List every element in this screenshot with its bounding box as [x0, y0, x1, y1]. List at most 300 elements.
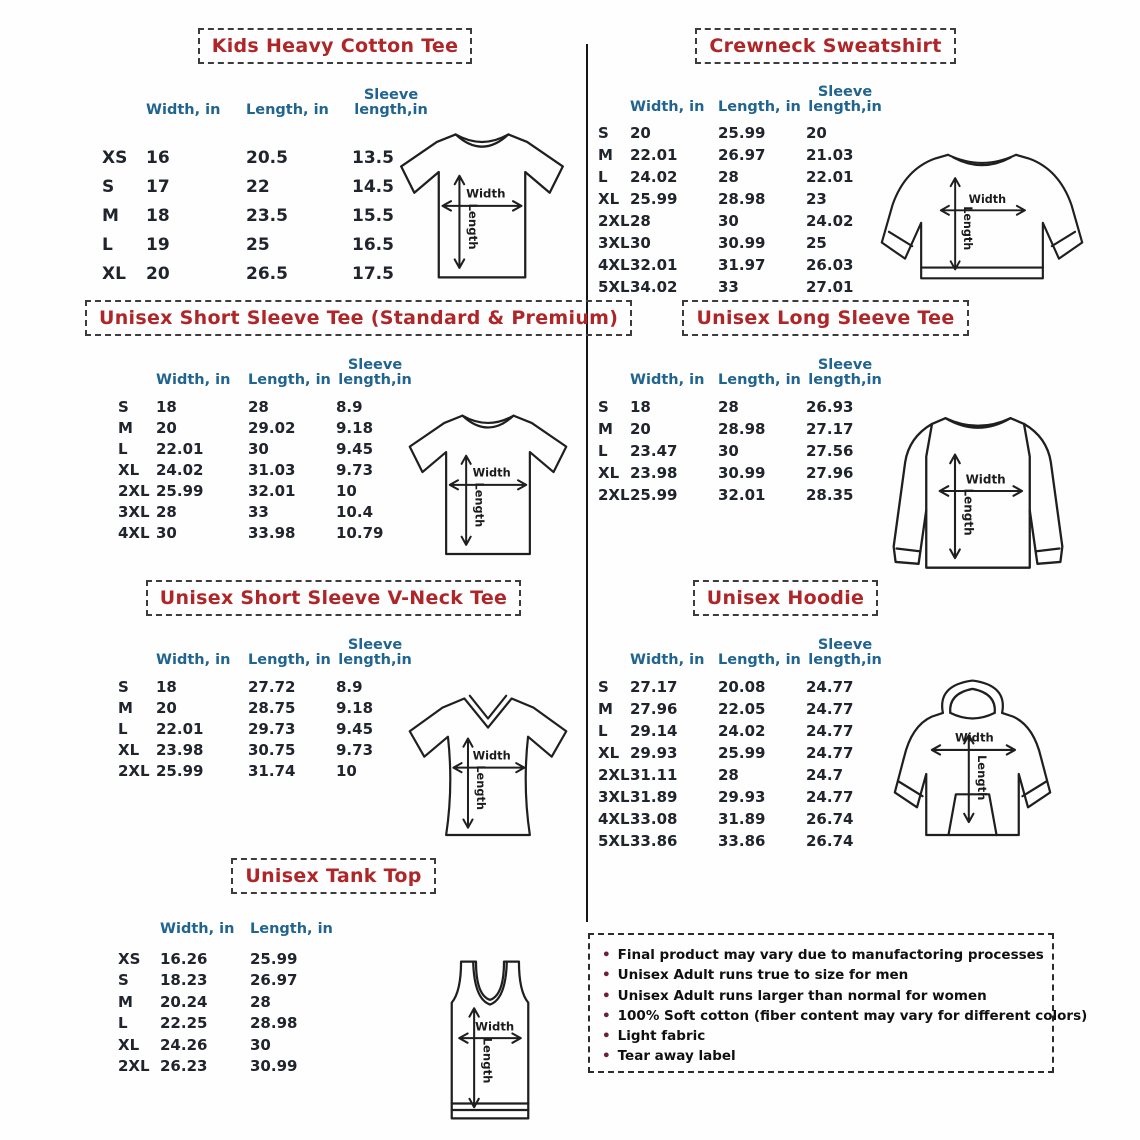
section-title-box — [693, 580, 878, 616]
column-header: Sleeve length,in — [354, 87, 428, 118]
size-value: 17.5 — [352, 263, 394, 284]
size-label: 2XL — [598, 486, 630, 504]
size-value: 23 — [806, 190, 827, 208]
column-header: Width, in — [156, 652, 231, 668]
table-row — [598, 742, 886, 764]
width-arrow — [940, 486, 1022, 496]
size-value: 20 — [630, 124, 651, 142]
bullet-icon: • — [602, 967, 611, 984]
size-table — [598, 632, 886, 852]
size-value: 28 — [630, 212, 651, 230]
size-value: 26.23 — [160, 1057, 208, 1076]
size-value: 24.77 — [806, 678, 854, 696]
sweatshirt-illustration — [857, 128, 1107, 298]
size-value: 29.14 — [630, 722, 678, 740]
size-label: S — [118, 971, 129, 990]
vneck-illustration — [397, 668, 579, 860]
table-row — [598, 440, 886, 462]
size-value: 28.98 — [718, 190, 766, 208]
section-title: Unisex Short Sleeve Tee (Standard & Premium) — [99, 307, 619, 329]
table-row — [118, 718, 420, 739]
size-value: 28.98 — [718, 420, 766, 438]
size-value: 30 — [718, 212, 739, 230]
table-header-row — [598, 352, 886, 388]
table-header-row — [118, 352, 420, 388]
size-value: 24.02 — [156, 460, 204, 479]
table-row — [102, 259, 436, 288]
length-arrow-label: Length — [961, 488, 976, 536]
size-value: 8.9 — [336, 397, 363, 416]
size-value: 30 — [630, 234, 651, 252]
section-title-box — [146, 580, 521, 616]
size-value: 29.93 — [630, 744, 678, 762]
size-value: 22.01 — [630, 146, 678, 164]
size-label: M — [118, 698, 133, 717]
size-value: 15.5 — [352, 205, 394, 226]
size-value: 24.02 — [630, 168, 678, 186]
table-row — [598, 764, 886, 786]
size-value: 25.99 — [718, 744, 766, 762]
column-header: Length, in — [250, 921, 333, 937]
length-arrow — [951, 178, 960, 269]
size-label: M — [598, 420, 613, 438]
size-value: 31.11 — [630, 766, 678, 784]
size-value: 31.89 — [718, 810, 766, 828]
size-value: 26.5 — [246, 263, 288, 284]
table-row — [118, 1056, 338, 1078]
length-arrow-label: Length — [961, 206, 975, 251]
size-value: 28.75 — [248, 698, 296, 717]
width-arrow — [932, 745, 1015, 754]
size-value: 9.45 — [336, 439, 374, 458]
size-value: 28 — [718, 398, 739, 416]
size-value: 31.89 — [630, 788, 678, 806]
note-item — [602, 1026, 1040, 1046]
table-row — [598, 232, 886, 254]
size-value: 22.05 — [718, 700, 766, 718]
size-label: 3XL — [598, 788, 630, 806]
size-value: 18 — [630, 398, 651, 416]
size-value: 22.25 — [160, 1014, 208, 1033]
table-header-row — [598, 632, 886, 668]
column-header: Length, in — [718, 99, 801, 115]
size-value: 24.7 — [806, 766, 844, 784]
size-value: 9.73 — [336, 740, 374, 759]
size-label: M — [118, 418, 133, 437]
size-value: 13.5 — [352, 147, 394, 168]
width-arrow — [443, 201, 522, 210]
size-label: S — [598, 678, 609, 696]
table-row — [118, 991, 338, 1013]
table-row — [118, 948, 338, 970]
column-header: Width, in — [630, 652, 705, 668]
size-label: S — [598, 398, 609, 416]
table-row — [598, 720, 886, 742]
column-header: Length, in — [248, 652, 331, 668]
size-value: 26.03 — [806, 256, 854, 274]
size-value: 31.74 — [248, 761, 296, 780]
width-arrow-label: Width — [472, 748, 511, 763]
table-row — [118, 760, 420, 781]
size-label: L — [598, 722, 608, 740]
size-value: 27.72 — [248, 677, 296, 696]
section-title: Unisex Tank Top — [245, 865, 422, 887]
column-header: Length, in — [246, 102, 329, 118]
tee-illustration — [397, 392, 579, 574]
tank-illustration — [420, 946, 560, 1134]
note-item — [602, 1046, 1040, 1066]
length-arrow — [463, 739, 472, 828]
size-value: 28 — [250, 992, 271, 1011]
size-label: 2XL — [118, 1057, 150, 1076]
section-title-box — [231, 858, 435, 894]
size-value: 27.17 — [806, 420, 854, 438]
section-longsleeve — [595, 300, 1140, 536]
size-value: 16.5 — [352, 234, 394, 255]
bullet-icon: • — [602, 987, 611, 1004]
note-item — [602, 965, 1040, 985]
table-row — [598, 254, 886, 276]
size-label: S — [118, 397, 129, 416]
size-label: L — [598, 442, 608, 460]
bullet-icon: • — [602, 947, 611, 963]
size-value: 21.03 — [806, 146, 854, 164]
table-row — [118, 522, 420, 543]
size-value: 22.01 — [806, 168, 854, 186]
size-value: 20.5 — [246, 147, 288, 168]
section-vneck — [85, 580, 582, 811]
section-title: Unisex Short Sleeve V-Neck Tee — [159, 587, 508, 609]
size-value: 14.5 — [352, 176, 394, 197]
table-header-row — [102, 78, 436, 118]
size-value: 33.08 — [630, 810, 678, 828]
section-standard — [85, 300, 619, 542]
size-value: 25.99 — [250, 949, 298, 968]
size-value: 24.77 — [806, 700, 854, 718]
column-header: Width, in — [630, 372, 705, 388]
notes-box — [588, 933, 1088, 1073]
table-row — [598, 188, 886, 210]
width-arrow-label: Width — [472, 465, 511, 480]
size-value: 33.98 — [248, 523, 296, 542]
size-value: 24.02 — [718, 722, 766, 740]
length-arrow-label: Length — [474, 765, 489, 811]
width-arrow-label: Width — [968, 193, 1007, 207]
size-table — [598, 83, 886, 298]
size-value: 18.23 — [160, 971, 208, 990]
size-value: 25 — [806, 234, 827, 252]
note-text: Tear away label — [617, 1048, 736, 1065]
size-value: 23.47 — [630, 442, 678, 460]
width-arrow-label: Width — [965, 472, 1006, 487]
size-value: 30.99 — [718, 234, 766, 252]
size-value: 16.26 — [160, 949, 208, 968]
size-value: 30 — [718, 442, 739, 460]
size-value: 32.01 — [248, 481, 296, 500]
size-label: 2XL — [118, 761, 150, 780]
width-arrow-label: Width — [954, 730, 994, 745]
section-hoodie — [595, 580, 1140, 850]
size-label: S — [118, 677, 129, 696]
section-tank — [85, 858, 582, 1084]
section-title-box — [695, 28, 955, 64]
section-kids — [88, 28, 582, 298]
size-label: 3XL — [118, 502, 150, 521]
size-value: 24.77 — [806, 722, 854, 740]
size-value: 28 — [156, 502, 177, 521]
size-label: M — [118, 992, 133, 1011]
note-item — [602, 986, 1040, 1006]
size-value: 25 — [246, 234, 270, 255]
size-label: XS — [118, 949, 141, 968]
bullet-icon: • — [602, 1028, 611, 1045]
size-value: 24.77 — [806, 744, 854, 762]
column-header: Length, in — [248, 372, 331, 388]
size-value: 10.79 — [336, 523, 384, 542]
table-row — [598, 808, 886, 830]
width-arrow-label: Width — [466, 186, 506, 201]
size-value: 18 — [156, 397, 177, 416]
size-table — [598, 352, 886, 506]
table-header-row — [118, 632, 420, 668]
length-arrow — [462, 456, 471, 545]
size-value: 10 — [336, 481, 357, 500]
size-value: 25.99 — [718, 124, 766, 142]
length-arrow — [950, 455, 960, 558]
size-table — [118, 913, 338, 1077]
size-value: 30 — [248, 439, 269, 458]
table-row — [598, 144, 886, 166]
size-value: 23.98 — [630, 464, 678, 482]
hoodie-illustration — [880, 665, 1065, 870]
section-title-box — [198, 28, 473, 64]
size-value: 24.26 — [160, 1035, 208, 1054]
size-value: 20 — [806, 124, 827, 142]
size-value: 18 — [156, 677, 177, 696]
table-row — [118, 459, 420, 480]
table-row — [118, 1013, 338, 1035]
table-row — [118, 501, 420, 522]
size-label: M — [598, 146, 613, 164]
size-label: L — [102, 234, 113, 255]
size-label: L — [118, 1014, 128, 1033]
size-label: M — [598, 700, 613, 718]
column-header: Length, in — [718, 652, 801, 668]
table-row — [598, 484, 886, 506]
size-label: 2XL — [118, 481, 150, 500]
table-row — [598, 418, 886, 440]
size-label: XL — [118, 1035, 140, 1054]
size-value: 18 — [146, 205, 170, 226]
size-value: 26.97 — [250, 971, 298, 990]
table-row — [102, 143, 436, 172]
table-row — [102, 201, 436, 230]
size-value: 27.56 — [806, 442, 854, 460]
column-header: Length, in — [718, 372, 801, 388]
size-value: 26.97 — [718, 146, 766, 164]
table-row — [598, 396, 886, 418]
size-label: S — [598, 124, 609, 142]
size-label: 3XL — [598, 234, 630, 252]
size-value: 26.93 — [806, 398, 854, 416]
size-table — [118, 632, 420, 781]
size-label: XL — [598, 744, 620, 762]
column-header: Width, in — [156, 372, 231, 388]
table-row — [118, 1034, 338, 1056]
table-row — [118, 480, 420, 501]
table-row — [118, 676, 420, 697]
size-value: 10 — [336, 761, 357, 780]
size-value: 28 — [718, 766, 739, 784]
size-value: 31.03 — [248, 460, 296, 479]
table-row — [598, 166, 886, 188]
width-arrow-label: Width — [475, 1019, 515, 1034]
note-text: Final product may vary due to manufactoring processes — [617, 947, 1044, 963]
size-value: 33.86 — [630, 832, 678, 850]
size-value: 22.01 — [156, 439, 204, 458]
size-table — [118, 352, 420, 543]
column-header: Width, in — [146, 102, 221, 118]
size-value: 30 — [156, 523, 177, 542]
table-row — [118, 739, 420, 760]
table-header-row — [118, 913, 338, 937]
size-value: 30.99 — [718, 464, 766, 482]
size-value: 29.73 — [248, 719, 296, 738]
bullet-icon: • — [602, 1007, 611, 1024]
section-title: Kids Heavy Cotton Tee — [211, 35, 459, 57]
size-value: 32.01 — [718, 486, 766, 504]
size-value: 24.77 — [806, 788, 854, 806]
size-value: 9.18 — [336, 698, 374, 717]
table-row — [598, 676, 886, 698]
size-value: 22 — [246, 176, 270, 197]
length-arrow — [964, 735, 973, 822]
size-value: 27.01 — [806, 278, 854, 296]
size-value: 20.08 — [718, 678, 766, 696]
size-value: 28.98 — [250, 1014, 298, 1033]
size-label: 2XL — [598, 766, 630, 784]
section-title: Unisex Long Sleeve Tee — [696, 307, 955, 329]
table-row — [598, 210, 886, 232]
table-row — [118, 417, 420, 438]
size-value: 20 — [156, 418, 177, 437]
size-value: 25.99 — [156, 761, 204, 780]
size-value: 33 — [248, 502, 269, 521]
size-value: 30.99 — [250, 1057, 298, 1076]
size-label: XL — [598, 464, 620, 482]
size-value: 23.5 — [246, 205, 288, 226]
size-value: 27.96 — [630, 700, 678, 718]
size-value: 26.74 — [806, 810, 854, 828]
section-title-box — [85, 300, 632, 336]
note-text: Unisex Adult runs true to size for men — [617, 967, 909, 984]
column-header: Sleeve length,in — [338, 637, 412, 668]
size-value: 24.02 — [806, 212, 854, 230]
note-text: Light fabric — [617, 1028, 706, 1045]
table-row — [598, 830, 886, 852]
size-table — [102, 78, 436, 288]
size-value: 30 — [250, 1035, 271, 1054]
size-value: 25.99 — [630, 190, 678, 208]
size-value: 32.01 — [630, 256, 678, 274]
size-value: 33.86 — [718, 832, 766, 850]
table-row — [118, 396, 420, 417]
length-arrow-label: Length — [480, 1037, 495, 1084]
size-value: 31.97 — [718, 256, 766, 274]
size-value: 17 — [146, 176, 170, 197]
size-label: S — [102, 176, 115, 197]
size-label: 4XL — [598, 810, 630, 828]
size-value: 19 — [146, 234, 170, 255]
column-header: Sleeve length,in — [808, 357, 882, 388]
size-value: 9.18 — [336, 418, 374, 437]
width-arrow — [941, 206, 1025, 215]
section-title: Unisex Hoodie — [706, 587, 865, 609]
table-row — [118, 697, 420, 718]
size-value: 25.99 — [156, 481, 204, 500]
table-row — [118, 438, 420, 459]
length-arrow-label: Length — [472, 482, 487, 528]
column-header: Sleeve length,in — [808, 637, 882, 668]
column-header: Sleeve length,in — [338, 357, 412, 388]
table-header-row — [598, 83, 886, 115]
longsleeve-illustration — [863, 395, 1093, 587]
size-value: 23.98 — [156, 740, 204, 759]
size-value: 30.75 — [248, 740, 296, 759]
size-value: 28.35 — [806, 486, 854, 504]
size-label: L — [598, 168, 608, 186]
size-label: 4XL — [118, 523, 150, 542]
size-value: 9.73 — [336, 460, 374, 479]
size-label: XL — [118, 740, 140, 759]
section-title-box — [682, 300, 968, 336]
size-label: XL — [598, 190, 620, 208]
size-label: XL — [102, 263, 126, 284]
size-value: 16 — [146, 147, 170, 168]
size-label: 5XL — [598, 278, 630, 296]
size-value: 25.99 — [630, 486, 678, 504]
length-arrow-label: Length — [465, 203, 480, 250]
table-row — [598, 462, 886, 484]
size-value: 28 — [248, 397, 269, 416]
column-divider-line — [586, 44, 588, 922]
size-value: 9.45 — [336, 719, 374, 738]
section-title: Crewneck Sweatshirt — [709, 35, 942, 57]
note-item — [602, 945, 1044, 965]
size-value: 20 — [156, 698, 177, 717]
table-row — [102, 172, 436, 201]
size-value: 33 — [718, 278, 739, 296]
size-value: 28 — [718, 168, 739, 186]
table-row — [598, 786, 886, 808]
size-value: 27.96 — [806, 464, 854, 482]
size-value: 34.02 — [630, 278, 678, 296]
column-header: Sleeve length,in — [808, 84, 882, 115]
size-value: 8.9 — [336, 677, 363, 696]
size-value: 29.02 — [248, 418, 296, 437]
note-item — [602, 1006, 1088, 1026]
note-text: Unisex Adult runs larger than normal for women — [617, 987, 987, 1004]
column-header: Width, in — [630, 99, 705, 115]
note-text: 100% Soft cotton (fiber content may vary for different colors) — [617, 1007, 1088, 1024]
size-value: 29.93 — [718, 788, 766, 806]
tee-illustration — [388, 108, 576, 300]
size-value: 20 — [630, 420, 651, 438]
length-arrow — [455, 176, 464, 268]
section-crewneck — [595, 28, 1140, 296]
size-label: L — [118, 719, 128, 738]
size-label: L — [118, 439, 128, 458]
